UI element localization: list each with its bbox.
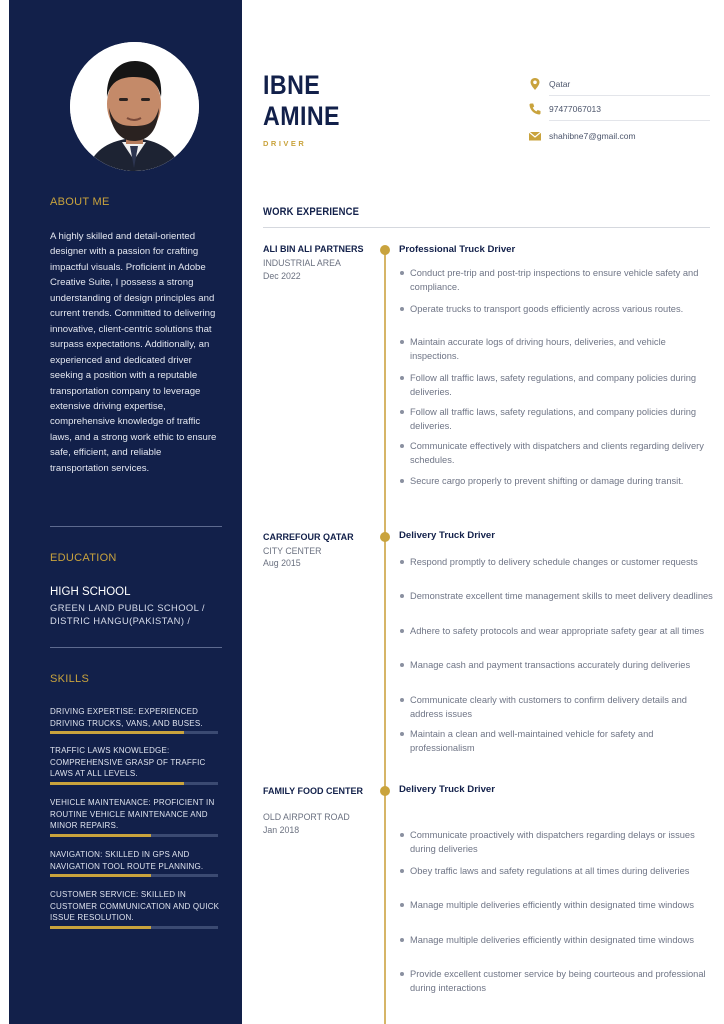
- contact-divider: [549, 120, 710, 121]
- candidate-role: DRIVER: [263, 139, 307, 148]
- profile-photo: [70, 42, 199, 171]
- job-date: Dec 2022: [263, 271, 301, 281]
- job-bullet: Manage multiple deliveries efficiently within designated time windows: [399, 933, 713, 947]
- education-heading: EDUCATION: [50, 552, 117, 564]
- about-heading: ABOUT ME: [50, 196, 110, 208]
- timeline-line: [384, 248, 386, 1024]
- education-title: HIGH SCHOOL: [50, 586, 131, 598]
- skill-label: VEHICLE MAINTENANCE: PROFICIENT IN ROUTINE VEHICLE MAINTENANCE AND MINOR REPAIRS.: [50, 798, 215, 830]
- location-text: Qatar: [549, 79, 571, 89]
- skill-level-fill: [50, 926, 151, 929]
- skill-label: TRAFFIC LAWS KNOWLEDGE: COMPREHENSIVE GRASP OF TRAFFIC LAWS AT ALL LEVELS.: [50, 746, 206, 778]
- job-bullet: Communicate clearly with customers to confirm delivery details and address issues: [399, 693, 713, 721]
- skill-level-bar: [50, 731, 218, 734]
- avatar-portrait-icon: [70, 42, 199, 171]
- job-company: ALI BIN ALI PARTNERS: [263, 244, 364, 254]
- job-location: OLD AIRPORT ROAD: [263, 812, 350, 822]
- job-bullet: Demonstrate excellent time management skills to meet delivery deadlines: [399, 589, 713, 603]
- job-bullet: Manage multiple deliveries efficiently within designated time windows: [399, 898, 713, 912]
- phone-icon: [528, 102, 542, 116]
- contact-phone: [528, 102, 710, 122]
- job-bullet: Follow all traffic laws, safety regulations, and company policies during deliveries.: [399, 371, 713, 399]
- sidebar-divider: [50, 526, 222, 527]
- skill-level-fill: [50, 874, 151, 877]
- skill-level-bar: [50, 834, 218, 837]
- work-experience-heading: WORK EXPERIENCE: [263, 206, 360, 218]
- page-edge: [0, 0, 9, 1024]
- timeline-dot: [380, 245, 390, 255]
- skill-item: [50, 745, 222, 785]
- phone-text: 97477067013: [549, 104, 602, 114]
- contact-email: [528, 129, 710, 149]
- skill-item: [50, 889, 222, 929]
- timeline-dot: [380, 786, 390, 796]
- skill-label: CUSTOMER SERVICE: SKILLED IN CUSTOMER COMMUNICATION AND QUICK ISSUE RESOLUTION.: [50, 890, 220, 922]
- job-company: FAMILY FOOD CENTER: [263, 786, 364, 796]
- job-bullet: Respond promptly to delivery schedule changes or customer requests: [399, 555, 713, 569]
- job-title: Delivery Truck Driver: [399, 784, 495, 795]
- job-bullet: Obey traffic laws and safety regulations at all times during deliveries: [399, 864, 713, 878]
- job-bullet: Provide excellent customer service by being courteous and professional during interactions: [399, 967, 713, 995]
- skill-label: DRIVING EXPERTISE: EXPERIENCED DRIVING TRUCKS, VANS, AND BUSES.: [50, 707, 203, 728]
- skill-level-bar: [50, 782, 218, 785]
- job-bullet: Maintain a clean and well-maintained vehicle for safety and professionalism: [399, 727, 713, 755]
- job-bullet: Communicate effectively with dispatchers and clients regarding delivery schedules.: [399, 439, 713, 467]
- job-bullet: Manage cash and payment transactions accurately during deliveries: [399, 658, 713, 672]
- sidebar-divider: [50, 647, 222, 648]
- skill-level-bar: [50, 926, 218, 929]
- skill-level-fill: [50, 731, 184, 734]
- job-title: Professional Truck Driver: [399, 244, 516, 255]
- skill-item: [50, 797, 222, 837]
- skill-level-fill: [50, 782, 184, 785]
- section-divider: [263, 227, 710, 228]
- about-text: A highly skilled and detail-oriented designer with a passion for crafting impactful visuals. Proficient in Adobe Creative Suite, I possess a strong understanding of design principles and current trends. Committed to delivering innovative, client-centric solutions that surpass expectations. Additionally, an experienced and dedicated driver seeking a position with a reputable transportation company to leverage extensive driving expertise, comprehensive knowledge of traffic laws, and a strong work ethic to ensure safe, efficient, and reliable transportation services.: [50, 231, 217, 474]
- job-title: Delivery Truck Driver: [399, 530, 495, 541]
- job-bullet: Conduct pre-trip and post-trip inspections to ensure vehicle safety and compliance.: [399, 266, 713, 294]
- skill-item: [50, 706, 222, 734]
- candidate-name: [263, 70, 340, 132]
- education-school: GREEN LAND PUBLIC SCHOOL / DISTRIC HANGU(PAKISTAN) /: [50, 602, 205, 626]
- skill-label: NAVIGATION: SKILLED IN GPS AND NAVIGATION TOOL ROUTE PLANNING.: [50, 850, 204, 871]
- job-date: Jan 2018: [263, 825, 300, 835]
- job-bullet: Maintain accurate logs of driving hours, deliveries, and vehicle inspections.: [399, 335, 713, 363]
- job-bullet: Follow all traffic laws, safety regulations, and company policies during deliveries.: [399, 405, 713, 433]
- contact-location: [528, 77, 710, 97]
- job-date: Aug 2015: [263, 558, 301, 568]
- job-company: CARREFOUR QATAR: [263, 532, 354, 542]
- name-first: IBNE: [263, 70, 321, 100]
- skills-heading: SKILLS: [50, 673, 90, 685]
- email-envelope-icon: [528, 129, 542, 143]
- skill-level-bar: [50, 874, 218, 877]
- name-last: AMINE: [263, 101, 340, 131]
- job-bullet: Adhere to safety protocols and wear appropriate safety gear at all times: [399, 624, 713, 638]
- timeline-dot: [380, 532, 390, 542]
- job-bullet: Operate trucks to transport goods efficiently across various routes.: [399, 302, 713, 316]
- skill-level-fill: [50, 834, 151, 837]
- contact-divider: [549, 95, 710, 96]
- job-location: INDUSTRIAL AREA: [263, 258, 341, 268]
- email-text[interactable]: shahibne7@gmail.com: [549, 131, 636, 141]
- job-bullet: Secure cargo properly to prevent shifting or damage during transit.: [399, 474, 713, 488]
- skill-item: [50, 849, 222, 877]
- sidebar: [9, 0, 242, 1024]
- job-location: CITY CENTER: [263, 546, 322, 556]
- job-bullet: Communicate proactively with dispatchers regarding delays or issues during deliveries: [399, 828, 713, 856]
- location-pin-icon: [528, 77, 542, 91]
